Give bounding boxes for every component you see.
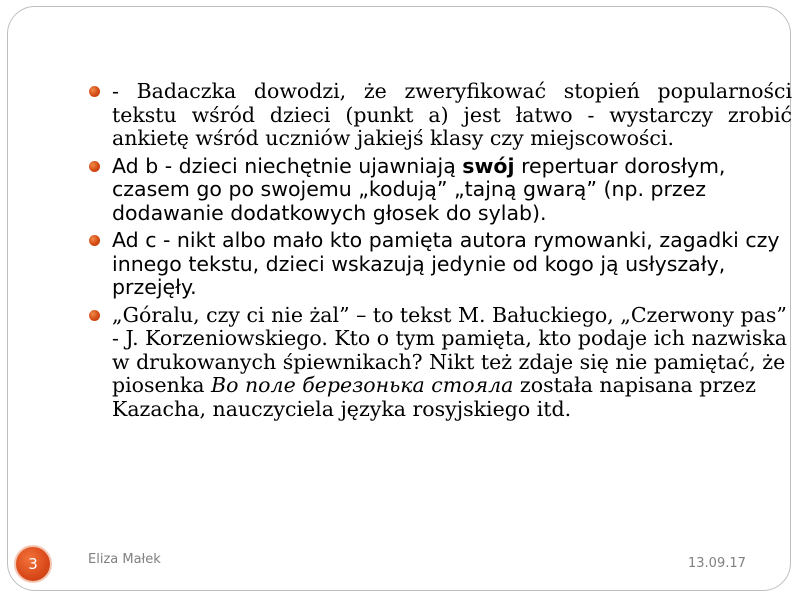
bullet-text-4-before: „Góralu, czy ci nie żal” – to tekst M. Bałuckiego, „Czerwony pas” - J. Korzeniowskiego. Kto o tym pamięta, kto podaje ich nazwiska w drukowanych śpiewnikach? Nikt też zdaje się nie pamiętać, że piosenka [112,302,787,397]
bullet-item-3 [88,229,792,300]
bullet-icon [89,235,100,246]
bullet-text-3: Ad c - nikt albo mało kto pamięta autora rymowanki, zagadki czy innego tekstu, dzieci wskazują jedynie od kogo ją usłyszały, przejęły. [112,228,780,299]
bullet-item-4 [88,304,792,422]
bullet-text-2-before: Ad b - dzieci niechętnie ujawniają [112,153,463,178]
bullet-text-4-italic: Во поле березонька стояла [211,373,514,397]
slide-number-badge: 3 [14,545,52,583]
bullet-icon [89,86,100,97]
slide-content [88,80,792,425]
bullet-text-2 [112,155,792,226]
bullet-text-1: - Badaczka dowodzi, że zweryfikować stopień popularności tekstu wśród dzieci (punkt a) jest łatwo - wystarczy zrobić ankietę wśród uczniów jakiejś klasy czy miejscowości. [112,79,792,150]
bullet-text-2-after: repertuar dorosłym, czasem go po swojemu „kodują” „tajną gwarą” (np. przez dodawanie dodatkowych głosek do sylab). [112,153,726,225]
bullet-item-1 [88,80,792,151]
footer-date: 13.09.17 [688,556,746,571]
bullet-text-4-after: została napisana przez Kazacha, nauczyciela języka rosyjskiego itd. [112,373,756,421]
bullet-item-2 [88,155,792,226]
bullet-text-2-bold: swój [462,153,515,178]
bullet-icon [89,161,100,172]
footer-author: Eliza Małek [88,552,161,567]
bullet-text-4 [112,304,792,422]
bullet-icon [89,310,100,321]
